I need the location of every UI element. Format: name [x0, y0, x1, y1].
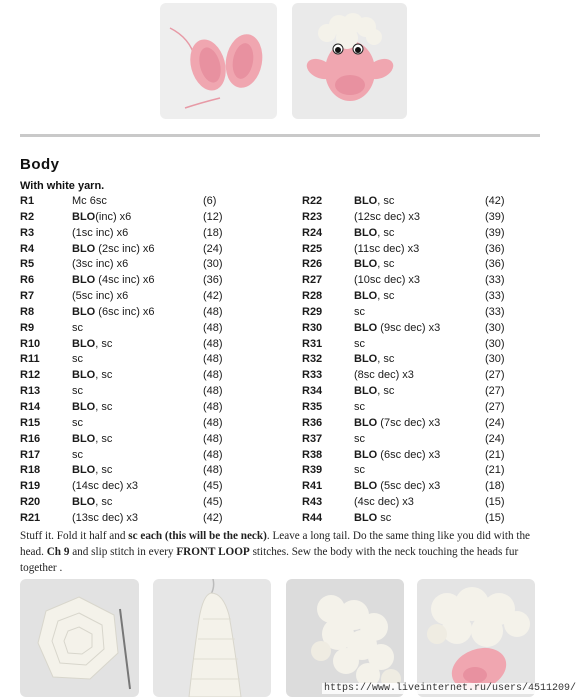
- round-row: [20, 273, 280, 289]
- photo-pink-ears: [160, 3, 277, 119]
- round-row: [302, 463, 542, 479]
- stitch-count: (48): [203, 305, 223, 318]
- stitch-text: , sc: [377, 385, 395, 398]
- instructions-paragraph: [20, 528, 540, 576]
- round-stitches: [354, 463, 365, 479]
- round-number: R14: [20, 400, 41, 413]
- stitch-text: (12sc dec) x3: [354, 210, 421, 223]
- section-heading: Body: [20, 156, 60, 173]
- stitch-count: (39): [485, 226, 505, 239]
- stitch-text: (6sc inc) x6: [95, 305, 155, 318]
- stitch-text: , sc: [95, 337, 113, 350]
- stitch-text: , sc: [95, 432, 113, 445]
- cone-body-image: [153, 579, 271, 697]
- round-number: R39: [302, 464, 323, 477]
- stitch-text: sc: [72, 448, 83, 461]
- stitch-bold: BLO: [72, 337, 96, 350]
- stitch-text: , sc: [95, 496, 113, 509]
- round-stitches: [72, 194, 107, 210]
- round-number: R5: [20, 258, 35, 271]
- round-number: R30: [302, 321, 323, 334]
- stitch-count: (42): [485, 195, 505, 207]
- stitch-text: (10sc dec) x3: [354, 274, 421, 287]
- stitch-count: (48): [203, 353, 223, 366]
- round-stitches: [72, 321, 83, 337]
- round-stitches: [72, 400, 112, 416]
- round-row: [20, 257, 280, 273]
- round-number: R26: [302, 258, 323, 271]
- bold-phrase: Ch 9: [46, 546, 70, 558]
- stitch-bold: BLO: [72, 242, 96, 255]
- round-row: [302, 194, 542, 210]
- stitch-text: (7sc dec) x3: [377, 416, 441, 429]
- stitch-text: , sc: [95, 369, 113, 382]
- round-number: R31: [302, 337, 323, 350]
- round-row: [20, 448, 280, 464]
- round-number: R17: [20, 448, 41, 461]
- sheep-head-image: [292, 3, 407, 119]
- stitch-count: (24): [485, 416, 505, 429]
- round-stitches: [72, 511, 138, 527]
- stitch-text: (14sc dec) x3: [72, 480, 139, 493]
- round-row: [302, 400, 542, 416]
- stitch-text: sc: [72, 353, 83, 366]
- round-number: R27: [302, 274, 323, 287]
- photo-cone-body: [153, 579, 271, 697]
- round-row: [302, 368, 542, 384]
- round-number: R10: [20, 337, 41, 350]
- photo-flat-circle: [20, 579, 139, 697]
- text-run: stitches. Sew the body with the neck touching the heads fur together .: [20, 546, 519, 574]
- stitch-count: (45): [203, 496, 223, 509]
- round-number: R12: [20, 369, 41, 382]
- round-row: [302, 226, 542, 242]
- yarn-note: With white yarn.: [20, 180, 105, 192]
- stitch-text: sc: [354, 337, 365, 350]
- stitch-count: (48): [203, 416, 223, 429]
- stitch-text: (5sc inc) x6: [72, 290, 129, 303]
- round-number: R15: [20, 416, 41, 429]
- round-stitches: [72, 352, 83, 368]
- stitch-bold: BLO: [72, 369, 96, 382]
- round-row: [302, 337, 542, 353]
- stitch-text: (9sc dec) x3: [377, 321, 441, 334]
- round-number: R29: [302, 305, 323, 318]
- round-row: [20, 352, 280, 368]
- flat-circle-image: [20, 579, 139, 697]
- stitch-count: (30): [485, 337, 505, 350]
- stitch-count: (48): [203, 432, 223, 445]
- stitch-text: sc: [354, 432, 365, 445]
- round-number: R2: [20, 210, 35, 223]
- watermark-url[interactable]: https://www.liveinternet.ru/users/4511209/: [323, 683, 576, 694]
- round-stitches: [72, 495, 112, 511]
- round-row: [302, 384, 542, 400]
- round-number: R20: [20, 496, 41, 509]
- round-number: R24: [302, 226, 323, 239]
- round-row: [20, 416, 280, 432]
- round-stitches: [354, 416, 440, 432]
- stitch-text: (13sc dec) x3: [72, 511, 139, 524]
- stitch-bold: BLO: [354, 480, 378, 493]
- round-stitches: [354, 194, 394, 210]
- stitch-count: (33): [485, 305, 505, 318]
- round-number: R44: [302, 511, 323, 524]
- stitch-text: (4sc dec) x3: [354, 496, 414, 509]
- stitch-count: (33): [485, 290, 505, 303]
- round-number: R7: [20, 290, 35, 303]
- round-stitches: [354, 479, 440, 495]
- stitch-text: , sc: [377, 258, 395, 271]
- round-stitches: [354, 495, 414, 511]
- stitch-count: (18): [203, 226, 223, 239]
- round-stitches: [354, 210, 420, 226]
- stitch-count: (27): [485, 400, 505, 413]
- stitch-count: (45): [203, 480, 223, 493]
- stitch-bold: BLO: [72, 432, 96, 445]
- rounds-column-right: [302, 194, 542, 527]
- round-stitches: [72, 242, 155, 258]
- stitch-text: sc: [72, 416, 83, 429]
- stitch-bold: BLO: [354, 226, 378, 239]
- round-number: R28: [302, 290, 323, 303]
- stitch-bold: BLO: [354, 195, 378, 207]
- stitch-text: (6sc dec) x3: [377, 448, 441, 461]
- stitch-text: (8sc dec) x3: [354, 369, 414, 382]
- stitch-count: (36): [485, 242, 505, 255]
- round-number: R32: [302, 353, 323, 366]
- stitch-count: (21): [485, 448, 505, 461]
- round-row: [20, 337, 280, 353]
- stitch-count: (24): [203, 242, 223, 255]
- round-stitches: [72, 384, 83, 400]
- round-row: [302, 416, 542, 432]
- bold-phrase: FRONT LOOP: [176, 546, 250, 558]
- stitch-bold: BLO: [72, 464, 96, 477]
- round-row: [20, 226, 280, 242]
- round-number: R34: [302, 385, 323, 398]
- stitch-count: (48): [203, 337, 223, 350]
- round-number: R37: [302, 432, 323, 445]
- stitch-text: sc: [72, 385, 83, 398]
- round-row: [20, 511, 280, 527]
- stitch-text: (5sc dec) x3: [377, 480, 441, 493]
- stitch-bold: BLO: [72, 274, 96, 287]
- round-row: [302, 352, 542, 368]
- stitch-count: (24): [485, 432, 505, 445]
- stitch-count: (30): [203, 258, 223, 271]
- round-row: [20, 384, 280, 400]
- stitch-bold: BLO: [72, 210, 96, 223]
- stitch-count: (15): [485, 511, 505, 524]
- stitch-text: (3sc inc) x6: [72, 258, 129, 271]
- round-number: R43: [302, 496, 323, 509]
- round-stitches: [72, 416, 83, 432]
- stitch-bold: BLO: [354, 290, 378, 303]
- round-number: R6: [20, 274, 35, 287]
- round-row: [302, 432, 542, 448]
- bold-phrase: sc each (this will be the neck): [128, 530, 267, 542]
- stitch-count: (15): [485, 496, 505, 509]
- text-run: . Leave a long tail. Do the same thing like you did with the head.: [20, 530, 531, 558]
- round-stitches: [354, 384, 394, 400]
- pink-ears-image: [160, 3, 277, 119]
- fur-closeup-image: [286, 579, 404, 697]
- stitch-count: (30): [485, 321, 505, 334]
- photo-fur-closeup: [286, 579, 404, 697]
- round-stitches: [72, 226, 128, 242]
- stitch-text: , sc: [95, 464, 113, 477]
- stitch-count: (21): [485, 464, 505, 477]
- round-row: [302, 289, 542, 305]
- stitch-bold: BLO: [72, 305, 96, 318]
- round-stitches: [72, 479, 138, 495]
- round-stitches: [354, 257, 394, 273]
- round-stitches: [72, 257, 128, 273]
- stitch-count: (42): [203, 290, 223, 303]
- round-row: [302, 479, 542, 495]
- stitch-count: (48): [203, 385, 223, 398]
- round-number: R21: [20, 511, 41, 524]
- stitch-text: (4sc inc) x6: [95, 274, 155, 287]
- stitch-bold: BLO: [354, 258, 378, 271]
- stitch-bold: BLO: [72, 400, 96, 413]
- stitch-count: (48): [203, 464, 223, 477]
- round-row: [20, 194, 280, 210]
- round-stitches: [72, 432, 112, 448]
- round-number: R1: [20, 195, 35, 207]
- stitch-bold: BLO: [354, 448, 378, 461]
- stitch-count: (18): [485, 480, 505, 493]
- round-number: R23: [302, 210, 323, 223]
- round-number: R35: [302, 400, 323, 413]
- stitch-bold: BLO: [354, 385, 378, 398]
- round-row: [302, 321, 542, 337]
- round-stitches: [72, 368, 112, 384]
- round-stitches: [354, 337, 365, 353]
- round-row: [20, 305, 280, 321]
- stitch-text: sc: [72, 321, 83, 334]
- stitch-count: (33): [485, 274, 505, 287]
- round-stitches: [354, 273, 420, 289]
- photo-sheep-head: [292, 3, 407, 119]
- stitch-bold: BLO: [354, 511, 378, 524]
- stitch-count: (36): [203, 274, 223, 287]
- stitch-text: (inc) x6: [95, 210, 132, 223]
- round-row: [20, 400, 280, 416]
- round-row: [20, 210, 280, 226]
- round-number: R25: [302, 242, 323, 255]
- round-row: [302, 448, 542, 464]
- round-stitches: [72, 273, 155, 289]
- stitch-text: (11sc dec) x3: [354, 242, 420, 255]
- round-number: R8: [20, 305, 35, 318]
- stitch-text: , sc: [377, 290, 395, 303]
- stitch-text: (1sc inc) x6: [72, 226, 129, 239]
- stitch-text: sc: [377, 511, 392, 524]
- stitch-count: (48): [203, 321, 223, 334]
- stitch-bold: BLO: [354, 416, 378, 429]
- round-stitches: [354, 242, 419, 258]
- stitch-text: , sc: [377, 195, 395, 207]
- round-row: [302, 511, 542, 527]
- stitch-text: sc: [354, 305, 365, 318]
- round-row: [20, 289, 280, 305]
- stitch-text: , sc: [377, 226, 395, 239]
- stitch-count: (27): [485, 369, 505, 382]
- stitch-text: , sc: [377, 353, 395, 366]
- stitch-bold: BLO: [72, 496, 96, 509]
- round-stitches: [354, 400, 365, 416]
- round-row: [20, 321, 280, 337]
- stitch-count: (48): [203, 400, 223, 413]
- text-run: Stuff it. Fold it half and: [20, 530, 129, 542]
- round-stitches: [354, 289, 394, 305]
- round-row: [302, 242, 542, 258]
- round-stitches: [72, 289, 128, 305]
- round-stitches: [354, 511, 391, 527]
- stitch-bold: BLO: [354, 321, 378, 334]
- round-number: R38: [302, 448, 323, 461]
- round-row: [302, 210, 542, 226]
- stitch-bold: BLO: [354, 353, 378, 366]
- stitch-count: (12): [203, 210, 223, 223]
- round-number: R13: [20, 385, 41, 398]
- round-row: [20, 242, 280, 258]
- round-stitches: [354, 368, 414, 384]
- round-stitches: [72, 448, 83, 464]
- round-number: R16: [20, 432, 41, 445]
- text-run: and slip stitch in every: [69, 546, 177, 558]
- stitch-count: (27): [485, 385, 505, 398]
- stitch-count: (39): [485, 210, 505, 223]
- round-stitches: [72, 463, 112, 479]
- round-row: [20, 479, 280, 495]
- round-row: [302, 273, 542, 289]
- stitch-count: (42): [203, 511, 223, 524]
- round-number: R4: [20, 242, 35, 255]
- round-row: [20, 368, 280, 384]
- round-stitches: [72, 305, 155, 321]
- round-stitches: [354, 432, 365, 448]
- round-stitches: [354, 321, 440, 337]
- round-row: [302, 305, 542, 321]
- round-stitches: [354, 448, 440, 464]
- stitch-count: (48): [203, 369, 223, 382]
- stitch-count: (48): [203, 448, 223, 461]
- photo-sheep-assembled: [417, 579, 535, 697]
- round-stitches: [354, 305, 365, 321]
- stitch-count: (6): [203, 195, 217, 207]
- round-stitches: [354, 352, 394, 368]
- round-stitches: [72, 210, 131, 226]
- round-number: R33: [302, 369, 323, 382]
- sheep-assembled-image: [417, 579, 535, 697]
- round-number: R19: [20, 480, 41, 493]
- round-number: R18: [20, 464, 41, 477]
- stitch-text: Mc 6sc: [72, 195, 107, 207]
- rounds-column-left: [20, 194, 280, 527]
- round-row: [302, 257, 542, 273]
- stitch-text: (2sc inc) x6: [95, 242, 155, 255]
- stitch-count: (30): [485, 353, 505, 366]
- round-number: R3: [20, 226, 35, 239]
- round-row: [20, 495, 280, 511]
- round-number: R41: [302, 480, 323, 493]
- stitch-text: sc: [354, 400, 365, 413]
- round-row: [20, 463, 280, 479]
- round-number: R11: [20, 353, 40, 366]
- round-number: R36: [302, 416, 323, 429]
- round-row: [20, 432, 280, 448]
- round-row: [302, 495, 542, 511]
- round-stitches: [72, 337, 112, 353]
- round-number: R22: [302, 195, 323, 207]
- stitch-text: sc: [354, 464, 365, 477]
- section-divider: [20, 134, 540, 137]
- stitch-text: , sc: [95, 400, 113, 413]
- round-stitches: [354, 226, 394, 242]
- round-number: R9: [20, 321, 35, 334]
- stitch-count: (36): [485, 258, 505, 271]
